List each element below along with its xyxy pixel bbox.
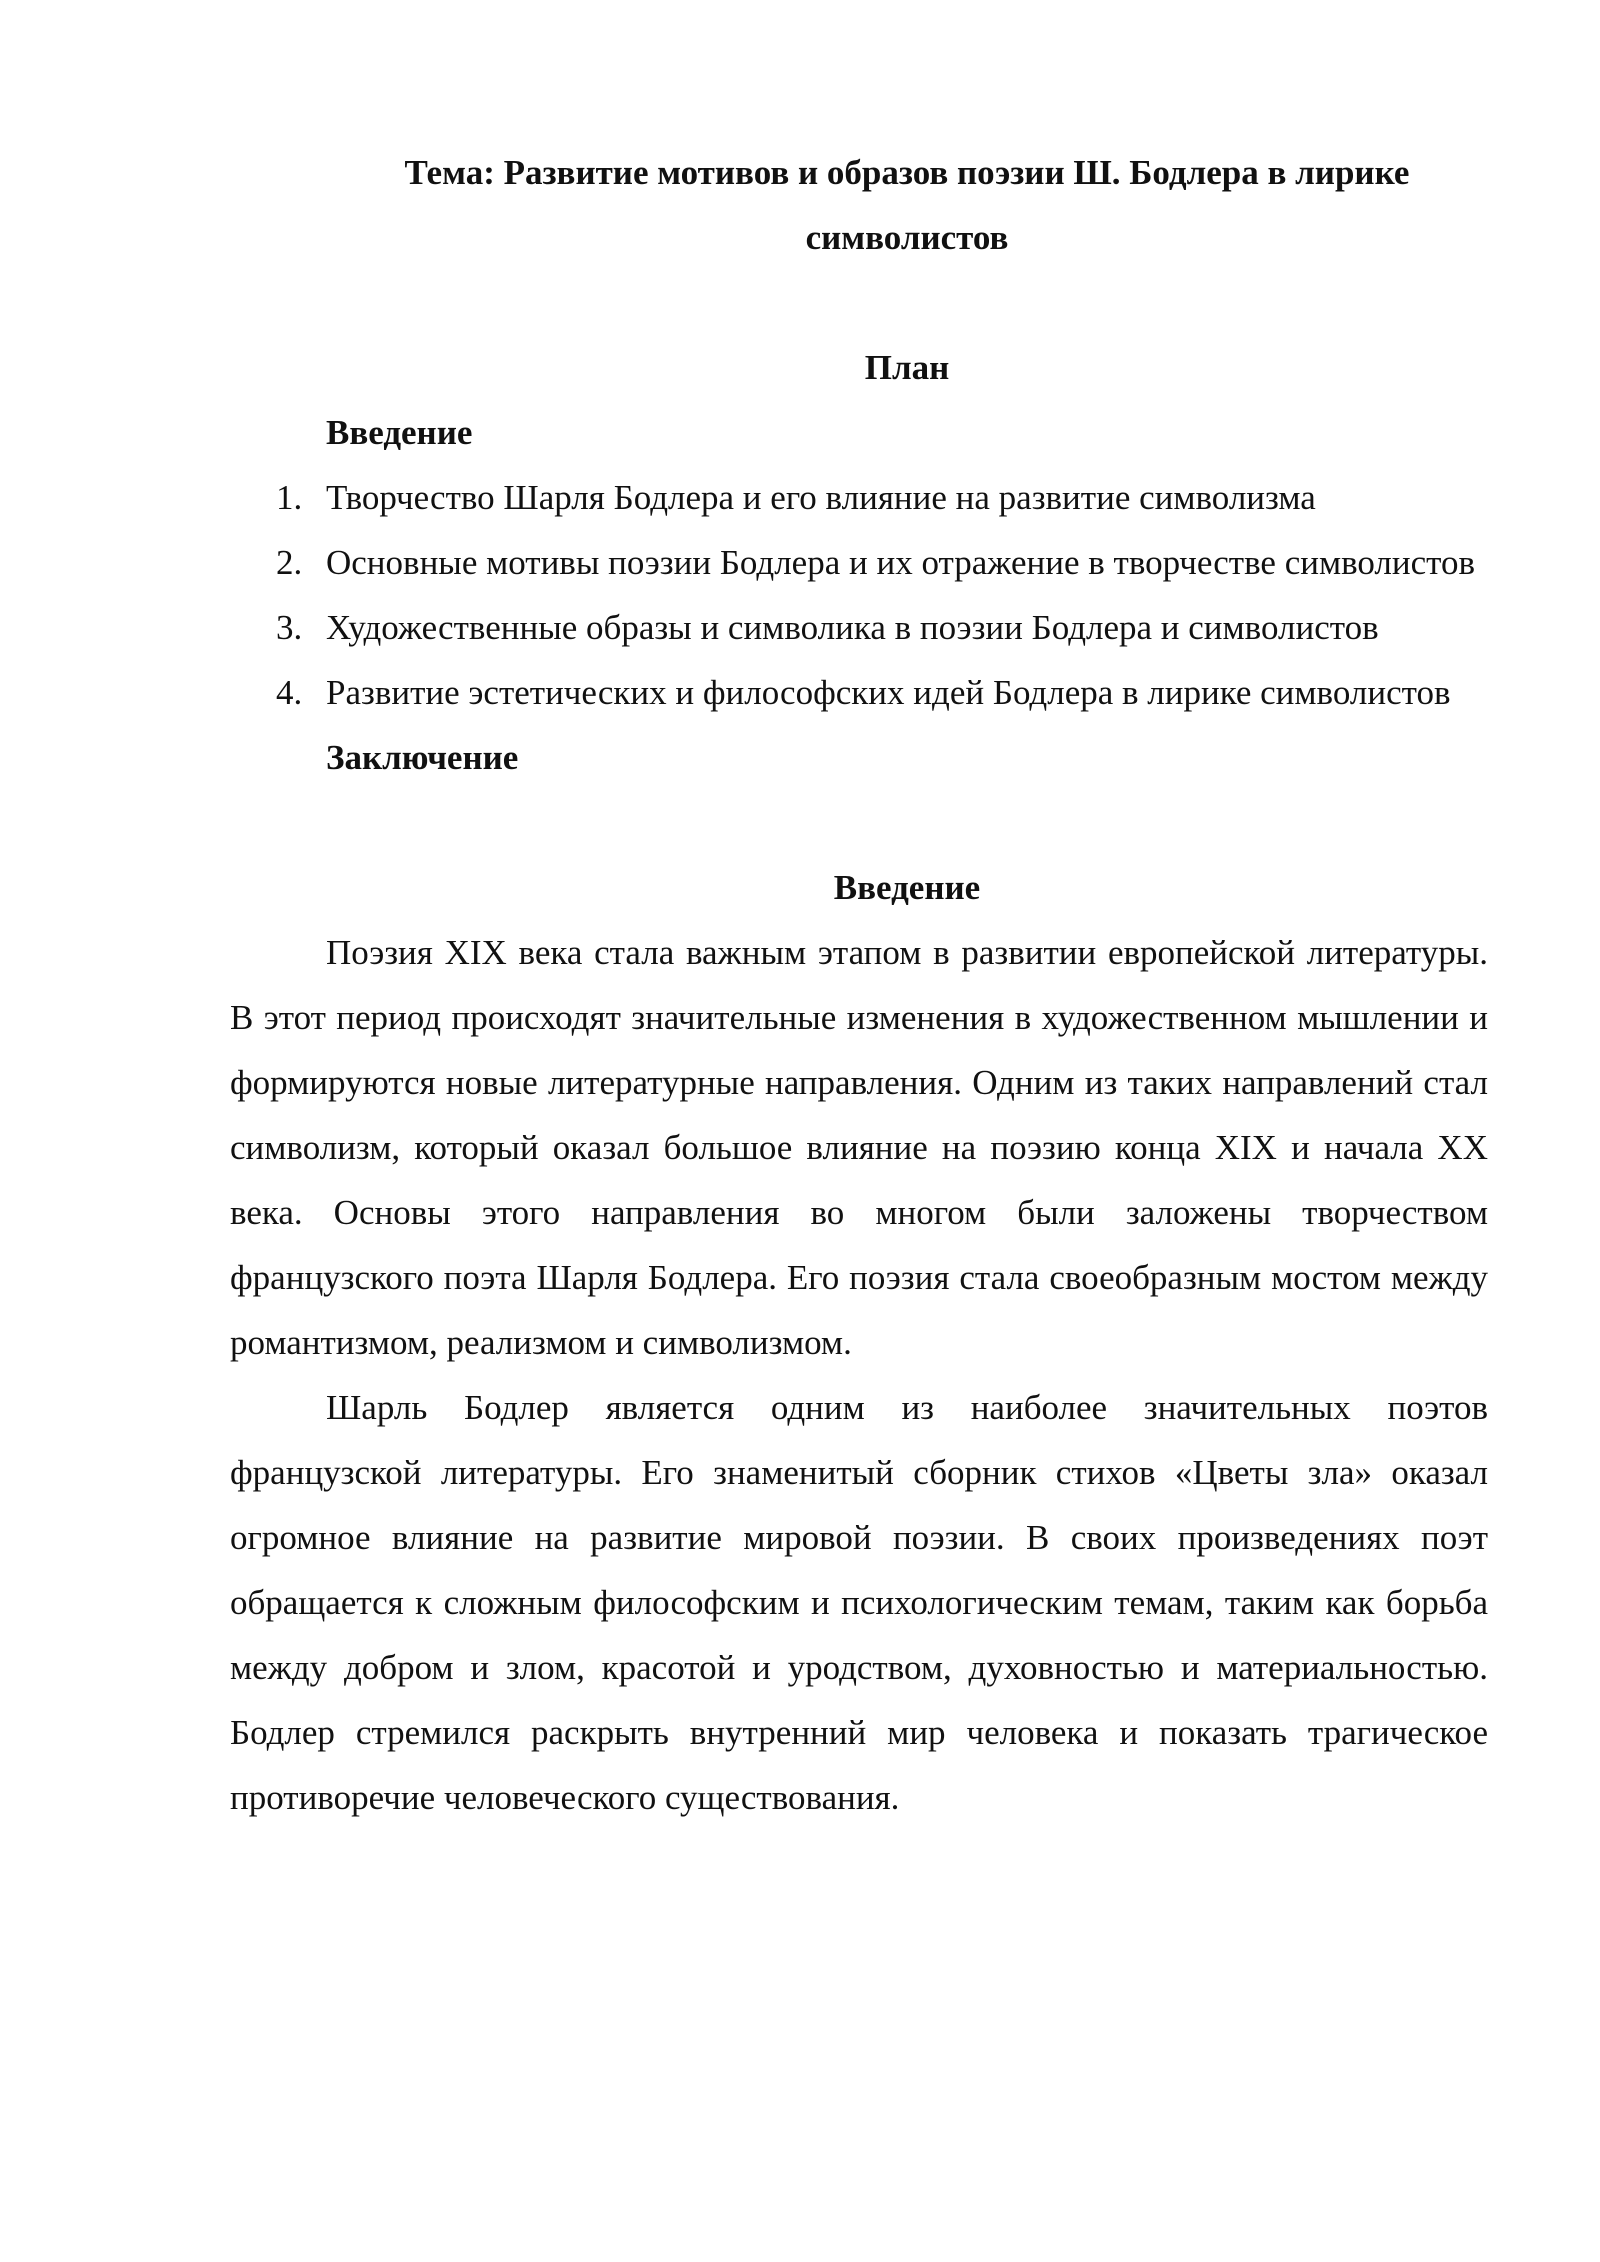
document-title: Тема: Развитие мотивов и образов поэзии Ш. Бодлера в лирике символистов xyxy=(404,153,1410,257)
introduction-paragraph-1: Поэзия XIX века стала важным этапом в развитии европейской литературы. В этот период происходят значительные изменения в художественном мышлении и формируются новые литературные направления. Одним из таких направлений стал символизм, который оказал большое влияние на поэзию конца XIX и начала XX века. Основы этого направления во многом были заложены творчеством французского поэта Шарля Бодлера. Его поэзия стала своеобразным мостом между романтизмом, реализмом и символизмом. xyxy=(230,933,1488,1362)
plan-item-text: Основные мотивы поэзии Бодлера и их отражение в творчестве символистов xyxy=(326,543,1476,582)
plan-item-text: Художественные образы и символика в поэзии Бодлера и символистов xyxy=(326,608,1379,647)
plan-item-text: Развитие эстетических и философских идей Бодлера в лирике символистов xyxy=(326,673,1451,712)
plan-item-number: 2. xyxy=(276,543,303,582)
plan-item-1 xyxy=(230,465,1488,530)
plan-item-number: 3. xyxy=(276,608,303,647)
plan-item-number: 1. xyxy=(276,478,303,517)
introduction-paragraph-2: Шарль Бодлер является одним из наиболее значительных поэтов французской литературы. Его знаменитый сборник стихов «Цветы зла» оказал огромное влияние на развитие мировой поэзии. В своих произведениях поэт обращается к сложным философским и психологическим темам, таким как борьба между добром и злом, красотой и уродством, духовностью и материальностью. Бодлер стремился раскрыть внутренний мир человека и показать трагическое противоречие человеческого существования. xyxy=(230,1388,1488,1817)
introduction-heading: Введение xyxy=(833,868,981,907)
plan-item-text: Творчество Шарля Бодлера и его влияние на развитие символизма xyxy=(326,478,1316,517)
plan-item-3 xyxy=(230,595,1488,660)
plan-item-4 xyxy=(230,660,1488,725)
plan-conclusion-label: Заключение xyxy=(326,738,519,777)
plan-item-2 xyxy=(230,530,1488,595)
plan-list xyxy=(230,465,1488,725)
plan-heading: План xyxy=(864,348,950,387)
document-page xyxy=(230,140,1488,1830)
plan-item-number: 4. xyxy=(276,673,303,712)
plan-intro-label: Введение xyxy=(326,413,473,452)
